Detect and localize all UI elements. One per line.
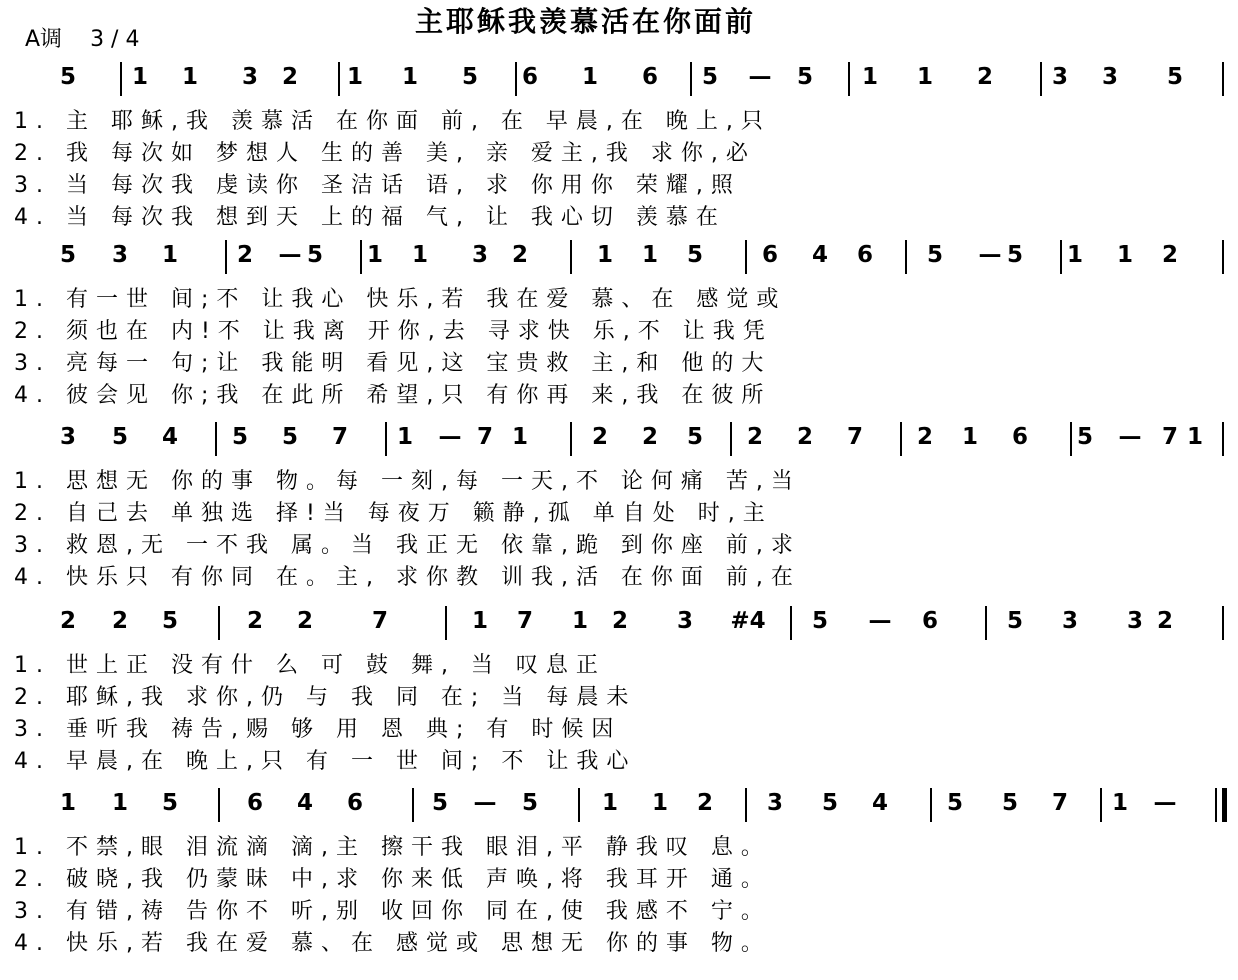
note: 6	[856, 242, 873, 268]
note: 2	[796, 424, 813, 450]
lyric-line: 3. 有错,祷 告你不 听,别 收回你 同在,使 我感不 宁。	[14, 899, 771, 924]
note: 1	[401, 64, 418, 90]
note: 4	[811, 242, 828, 268]
key-signature	[25, 22, 139, 53]
lyric-line: 4. 早晨,在 晚上,只 有 一 世 间; 不 让我心	[14, 749, 637, 774]
note: —	[1153, 790, 1177, 816]
note: 1	[1186, 424, 1203, 450]
bar-line	[360, 240, 362, 274]
lyric-line: 1. 主 耶稣,我 羡慕活 在你面 前, 在 早晨,在 晚上,只	[14, 109, 771, 134]
note: 5	[111, 424, 128, 450]
lyric-line: 2. 自己去 单独选 择!当 每夜万 籁静,孤 单自处 时,主	[14, 501, 773, 526]
note: 1	[581, 64, 598, 90]
note: 5	[1001, 790, 1018, 816]
bar-line	[745, 788, 747, 822]
note: 2	[641, 424, 658, 450]
note: 5	[161, 608, 178, 634]
lyric-line: 1. 思想无 你的事 物。每 一刻,每 一天,不 论何痛 苦,当	[14, 469, 801, 494]
note: 5	[1006, 242, 1023, 268]
note: 5	[521, 790, 538, 816]
note: 2	[246, 608, 263, 634]
note: 1	[571, 608, 588, 634]
note: 3	[766, 790, 783, 816]
note: 5	[281, 424, 298, 450]
note: 5	[306, 242, 323, 268]
notation-line	[0, 788, 1238, 832]
note: 1	[511, 424, 528, 450]
note: 5	[431, 790, 448, 816]
bar-line	[930, 788, 932, 822]
note: 5	[926, 242, 943, 268]
note: 6	[246, 790, 263, 816]
notation-line	[0, 422, 1238, 466]
note: —	[1118, 424, 1142, 450]
note: 5	[1076, 424, 1093, 450]
bar-line	[790, 606, 792, 640]
bar-line	[578, 788, 580, 822]
note: 7	[371, 608, 388, 634]
note: 2	[296, 608, 313, 634]
note: 3	[1051, 64, 1068, 90]
note: 5	[821, 790, 838, 816]
notation-line	[0, 606, 1238, 650]
notation-line	[0, 62, 1238, 106]
bar-line	[1070, 422, 1072, 456]
note: 3	[241, 64, 258, 90]
note: —	[978, 242, 1002, 268]
note: 5	[686, 242, 703, 268]
note: 3	[1126, 608, 1143, 634]
note: 3	[1061, 608, 1078, 634]
note: 5	[161, 790, 178, 816]
bar-line	[900, 422, 902, 456]
bar-line	[515, 62, 517, 96]
note: —	[438, 424, 462, 450]
note: 2	[511, 242, 528, 268]
lyric-line: 3. 当 每次我 虔读你 圣洁话 语, 求 你用你 荣耀,照	[14, 173, 741, 198]
note: 5	[1166, 64, 1183, 90]
note: 3	[111, 242, 128, 268]
note: —	[473, 790, 497, 816]
lyric-line: 4. 快乐,若 我在爱 慕、在 感觉或 思想无 你的事 物。	[14, 931, 771, 956]
bar-line	[218, 788, 220, 822]
lyric-line: 3. 救恩,无 一不我 属。当 我正无 依靠,跪 到你座 前,求	[14, 533, 801, 558]
bar-line	[985, 606, 987, 640]
bar-line	[1222, 606, 1224, 640]
bar-line	[1222, 422, 1224, 456]
note: 2	[916, 424, 933, 450]
note: 3	[676, 608, 693, 634]
note: 7	[846, 424, 863, 450]
note: 1	[916, 64, 933, 90]
note: 1	[131, 64, 148, 90]
note: 5	[461, 64, 478, 90]
final-bar-line	[1222, 788, 1227, 822]
note: 1	[366, 242, 383, 268]
note: 7	[331, 424, 348, 450]
note: —	[748, 64, 772, 90]
lyric-line: 3. 亮每一 句;让 我能明 看见,这 宝贵救 主,和 他的大	[14, 351, 772, 376]
note: 2	[746, 424, 763, 450]
lyric-line: 2. 须也在 内!不 让我离 开你,去 寻求快 乐,不 让我凭	[14, 319, 773, 344]
note: 2	[59, 608, 76, 634]
note: 7	[516, 608, 533, 634]
bar-line	[730, 422, 732, 456]
note: 1	[651, 790, 668, 816]
note: —	[868, 608, 892, 634]
lyric-line: 2. 耶稣,我 求你,仍 与 我 同 在; 当 每晨未	[14, 685, 637, 710]
note: 6	[521, 64, 538, 90]
note: 1	[471, 608, 488, 634]
note: 2	[1156, 608, 1173, 634]
note: 7	[476, 424, 493, 450]
bar-line	[905, 240, 907, 274]
lyric-line: 2. 破晓,我 仍蒙昧 中,求 你来低 声唤,将 我耳开 通。	[14, 867, 771, 892]
note: 6	[346, 790, 363, 816]
bar-line	[745, 240, 747, 274]
note: —	[278, 242, 302, 268]
lyric-line: 1. 世上正 没有什 么 可 鼓 舞, 当 叹息正	[14, 653, 606, 678]
note: 6	[641, 64, 658, 90]
note: 1	[161, 242, 178, 268]
note: 1	[861, 64, 878, 90]
note: 1	[396, 424, 413, 450]
bar-line	[412, 788, 414, 822]
note: 1	[411, 242, 428, 268]
note: 6	[761, 242, 778, 268]
bar-line	[570, 422, 572, 456]
note: 5	[59, 242, 76, 268]
note: 2	[591, 424, 608, 450]
note: 6	[921, 608, 938, 634]
note: 2	[611, 608, 628, 634]
bar-line	[848, 62, 850, 96]
bar-line	[1100, 788, 1102, 822]
note: 6	[1011, 424, 1028, 450]
note: 1	[961, 424, 978, 450]
note: 3	[471, 242, 488, 268]
lyric-line: 2. 我 每次如 梦想人 生的善 美, 亲 爱主,我 求你,必	[14, 141, 756, 166]
bar-line	[1060, 240, 1062, 274]
bar-line	[690, 62, 692, 96]
notation-line	[0, 240, 1238, 284]
note: 1	[641, 242, 658, 268]
note: 5	[946, 790, 963, 816]
bar-line	[1222, 240, 1224, 274]
note: 2	[281, 64, 298, 90]
lyric-line: 4. 快乐只 有你同 在。主, 求你教 训我,活 在你面 前,在	[14, 565, 801, 590]
note: 1	[59, 790, 76, 816]
note: 5	[686, 424, 703, 450]
bar-line	[338, 62, 340, 96]
note: 5	[811, 608, 828, 634]
lyric-line: 1. 有一世 间;不 让我心 快乐,若 我在爱 慕、在 感觉或	[14, 287, 787, 312]
note: 5	[59, 64, 76, 90]
bar-line	[120, 62, 122, 96]
note: 5	[231, 424, 248, 450]
lyric-line: 3. 垂听我 祷告,赐 够 用 恩 典; 有 时候因	[14, 717, 622, 742]
note: 2	[236, 242, 253, 268]
note: 1	[1066, 242, 1083, 268]
note: 5	[701, 64, 718, 90]
bar-line	[385, 422, 387, 456]
note: 7	[1161, 424, 1178, 450]
note: 4	[296, 790, 313, 816]
lyric-line: 4. 彼会见 你;我 在此所 希望,只 有你再 来,我 在彼所	[14, 383, 772, 408]
note: 2	[976, 64, 993, 90]
lyric-line: 1. 不禁,眼 泪流滴 滴,主 擦干我 眼泪,平 静我叹 息。	[14, 835, 771, 860]
note: 2	[696, 790, 713, 816]
note: 5	[796, 64, 813, 90]
note: 1	[111, 790, 128, 816]
note: #4	[730, 608, 766, 634]
bar-line	[215, 422, 217, 456]
note: 4	[871, 790, 888, 816]
note: 1	[1116, 242, 1133, 268]
key-label: A调	[25, 27, 63, 52]
note: 2	[1161, 242, 1178, 268]
note: 5	[1006, 608, 1023, 634]
bar-line	[218, 606, 220, 640]
note: 1	[596, 242, 613, 268]
note: 1	[1111, 790, 1128, 816]
note: 3	[1101, 64, 1118, 90]
bar-line	[445, 606, 447, 640]
note: 2	[111, 608, 128, 634]
note: 7	[1051, 790, 1068, 816]
time-signature: 3 / 4	[90, 27, 140, 52]
note: 1	[181, 64, 198, 90]
note: 1	[601, 790, 618, 816]
bar-line	[1040, 62, 1042, 96]
lyric-line: 4. 当 每次我 想到天 上的福 气, 让 我心切 羡慕在	[14, 205, 726, 230]
song-title: 主耶稣我羡慕活在你面前	[415, 5, 757, 38]
bar-line	[1222, 62, 1224, 96]
bar-line	[570, 240, 572, 274]
note: 4	[161, 424, 178, 450]
bar-line	[225, 240, 227, 274]
note: 3	[59, 424, 76, 450]
note: 1	[346, 64, 363, 90]
